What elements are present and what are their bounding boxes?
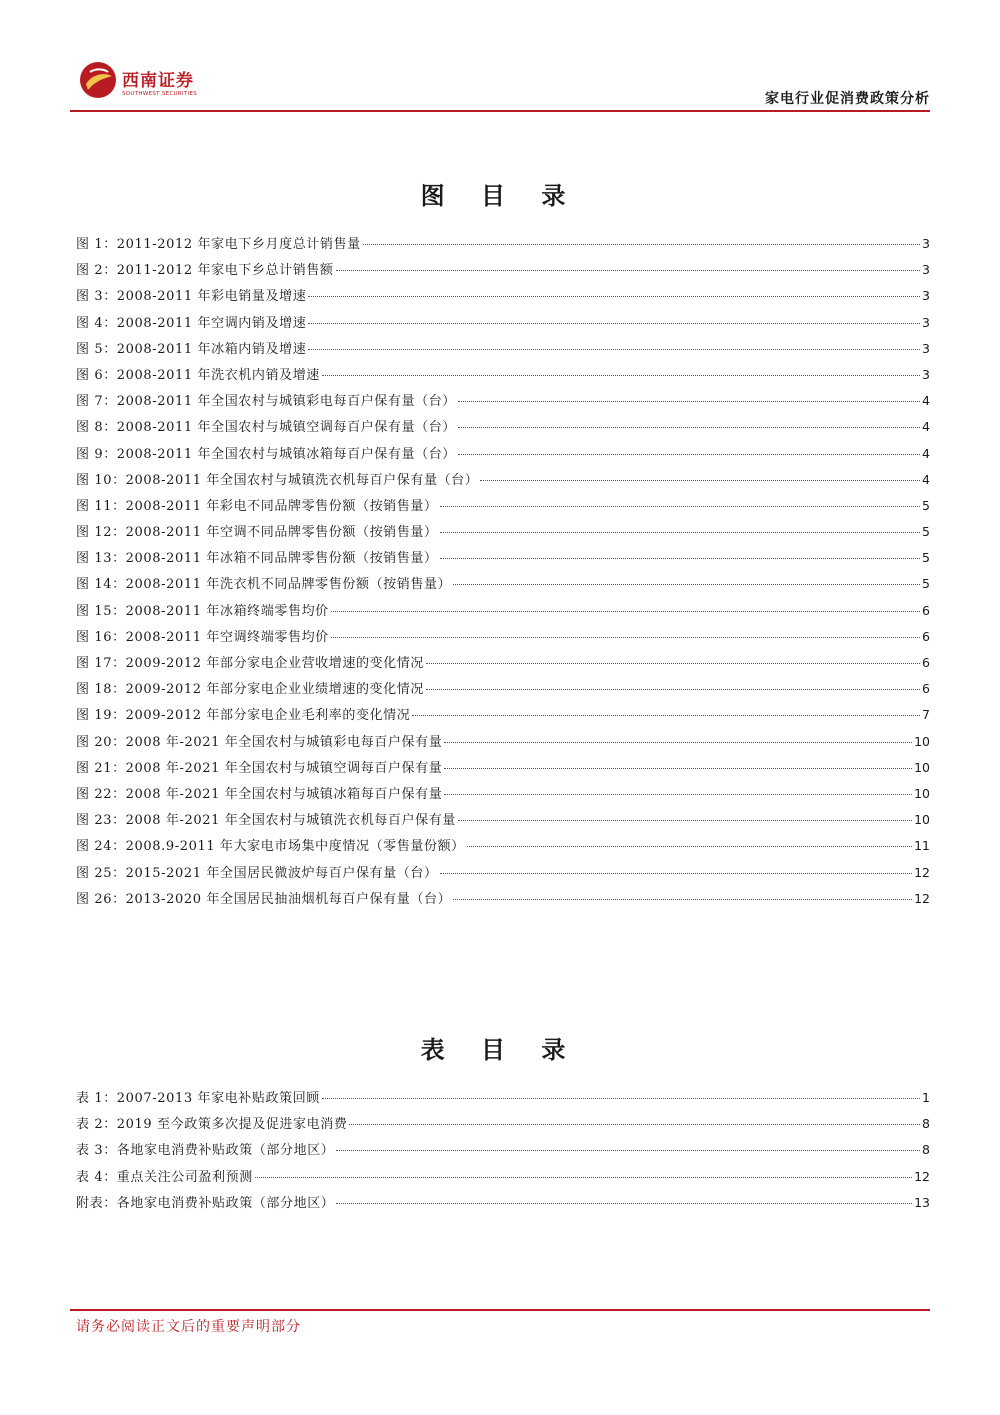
- header-divider: [70, 110, 930, 112]
- table-entry[interactable]: [76, 1166, 930, 1192]
- figure-entry-page-number: 6: [922, 628, 930, 644]
- figure-entry-page-number: 3: [922, 236, 930, 251]
- figure-entry[interactable]: [76, 259, 930, 285]
- table-entry-page-number: 12: [914, 1168, 930, 1184]
- table-entry-label: 表 1：2007-2013 年家电补贴政策回顾: [76, 1091, 320, 1106]
- leader-dots: [322, 375, 920, 376]
- figure-entry[interactable]: [76, 390, 930, 416]
- figure-entry-page-number: 11: [914, 838, 930, 854]
- figure-entry-label: 图 17：2009-2012 年部分家电企业营收增速的变化情况: [76, 656, 424, 671]
- table-entry-label: 表 4：重点关注公司盈利预测: [76, 1169, 253, 1185]
- leader-dots: [426, 689, 920, 690]
- table-entry-page-number: 1: [922, 1090, 930, 1105]
- figure-entry[interactable]: [76, 521, 930, 547]
- figure-entry[interactable]: [76, 626, 930, 652]
- figure-entry-page-number: 3: [922, 340, 930, 356]
- figure-entry-page-number: 5: [922, 497, 930, 513]
- leader-dots: [444, 794, 912, 795]
- figure-entry[interactable]: [76, 495, 930, 521]
- figure-entry-label: 图 14：2008-2011 年洗衣机不同品牌零售份额（按销售量）: [76, 577, 452, 593]
- table-entry-label: 表 3：各地家电消费补贴政策（部分地区）: [76, 1143, 335, 1159]
- leader-dots: [458, 401, 920, 402]
- figure-entry-page-number: 10: [914, 812, 930, 828]
- figure-entry-label: 图 2：2011-2012 年家电下乡总计销售额: [76, 263, 334, 279]
- figure-index-list: [76, 233, 930, 914]
- figure-entry[interactable]: [76, 835, 930, 861]
- figure-index-title: 图 目 录: [420, 181, 580, 210]
- logo-emblem-icon: [78, 60, 118, 100]
- leader-dots: [440, 506, 920, 507]
- figure-entry[interactable]: [76, 416, 930, 442]
- table-index-title: 表 目 录: [420, 1035, 580, 1064]
- table-entry-label: 表 2：2019 至今政策多次提及促进家电消费: [76, 1117, 348, 1133]
- figure-entry-label: 图 26：2013-2020 年全国居民抽油烟机每百户保有量（台）: [76, 891, 452, 907]
- figure-entry-page-number: 4: [922, 393, 930, 409]
- leader-dots: [336, 1150, 920, 1151]
- figure-entry-page-number: 4: [922, 471, 930, 487]
- leader-dots: [322, 1098, 920, 1099]
- figure-entry-page-number: 7: [922, 707, 930, 723]
- footer-divider: [70, 1309, 930, 1311]
- leader-dots: [331, 611, 920, 612]
- figure-entry-page-number: 12: [914, 890, 930, 906]
- figure-entry-label: 图 23：2008 年-2021 年全国农村与城镇洗衣机每百户保有量: [76, 813, 456, 829]
- leader-dots: [458, 454, 920, 455]
- company-logo: [78, 60, 238, 104]
- figure-entry-label: 图 15：2008-2011 年冰箱终端零售均价: [76, 603, 329, 619]
- figure-entry-label: 图 19：2009-2012 年部分家电企业毛利率的变化情况: [76, 708, 411, 724]
- figure-entry-page-number: 6: [922, 602, 930, 618]
- figure-entry[interactable]: [76, 783, 930, 809]
- figure-entry-page-number: 4: [922, 445, 930, 461]
- figure-entry-label: 图 4：2008-2011 年空调内销及增速: [76, 315, 307, 331]
- leader-dots: [349, 1124, 920, 1125]
- figure-entry-label: 图 6：2008-2011 年洗衣机内销及增速: [76, 367, 320, 383]
- leader-dots: [480, 480, 920, 481]
- leader-dots: [255, 1177, 912, 1178]
- figure-entry-page-number: 5: [922, 524, 930, 540]
- figure-entry-page-number: 3: [922, 262, 930, 278]
- table-index-list: [76, 1087, 930, 1218]
- figure-entry[interactable]: [76, 285, 930, 311]
- leader-dots: [458, 820, 912, 821]
- leader-dots: [308, 323, 920, 324]
- figure-entry-page-number: 10: [914, 759, 930, 775]
- table-entry-page-number: 8: [922, 1142, 930, 1158]
- leader-dots: [440, 558, 920, 559]
- leader-dots: [440, 873, 913, 874]
- figure-entry-page-number: 3: [922, 366, 930, 382]
- figure-entry-label: 图 22：2008 年-2021 年全国农村与城镇冰箱每百户保有量: [76, 786, 443, 802]
- leader-dots: [426, 663, 920, 664]
- table-entry[interactable]: [76, 1192, 930, 1218]
- figure-entry-label: 图 21：2008 年-2021 年全国农村与城镇空调每百户保有量: [76, 760, 443, 776]
- figure-entry[interactable]: [76, 443, 930, 469]
- figure-entry-label: 图 7：2008-2011 年全国农村与城镇彩电每百户保有量（台）: [76, 394, 456, 410]
- figure-entry[interactable]: [76, 888, 930, 914]
- figure-entry-label: 图 16：2008-2011 年空调终端零售均价: [76, 629, 329, 645]
- figure-entry-label: 图 12：2008-2011 年空调不同品牌零售份额（按销售量）: [76, 525, 438, 541]
- figure-entry-page-number: 6: [922, 655, 930, 670]
- figure-entry-page-number: 3: [922, 314, 930, 330]
- figure-entry[interactable]: [76, 652, 930, 678]
- figure-entry-page-number: 6: [922, 681, 930, 697]
- footer-disclaimer: 请务必阅读正文后的重要声明部分: [76, 1319, 301, 1335]
- leader-dots: [363, 244, 920, 245]
- leader-dots: [308, 349, 920, 350]
- figure-entry-label: 图 24：2008.9-2011 年大家电市场集中度情况（零售量份额）: [76, 839, 465, 855]
- figure-entry-label: 图 11：2008-2011 年彩电不同品牌零售份额（按销售量）: [76, 498, 438, 514]
- figure-entry-label: 图 1：2011-2012 年家电下乡月度总计销售量: [76, 237, 361, 252]
- report-title: 家电行业促消费政策分析: [765, 91, 930, 107]
- leader-dots: [336, 270, 921, 271]
- figure-entry-page-number: 5: [922, 550, 930, 566]
- figure-entry[interactable]: [76, 757, 930, 783]
- leader-dots: [331, 637, 920, 638]
- figure-entry-label: 图 25：2015-2021 年全国居民微波炉每百户保有量（台）: [76, 865, 438, 881]
- figure-entry-label: 图 9：2008-2011 年全国农村与城镇冰箱每百户保有量（台）: [76, 446, 456, 462]
- figure-entry[interactable]: [76, 862, 930, 888]
- figure-entry[interactable]: [76, 600, 930, 626]
- figure-entry-page-number: 5: [922, 576, 930, 592]
- figure-entry[interactable]: [76, 312, 930, 338]
- figure-entry-label: 图 5：2008-2011 年冰箱内销及增速: [76, 341, 307, 357]
- leader-dots: [444, 742, 912, 743]
- leader-dots: [440, 532, 920, 533]
- leader-dots: [412, 715, 920, 716]
- figure-entry-page-number: 10: [914, 785, 930, 801]
- figure-entry[interactable]: [76, 809, 930, 835]
- leader-dots: [458, 427, 920, 428]
- figure-entry-label: 图 13：2008-2011 年冰箱不同品牌零售份额（按销售量）: [76, 551, 438, 567]
- table-entry[interactable]: [76, 1087, 930, 1113]
- figure-entry[interactable]: [76, 731, 930, 757]
- leader-dots: [467, 846, 912, 847]
- table-entry-label: 附表：各地家电消费补贴政策（部分地区）: [76, 1195, 335, 1211]
- figure-entry[interactable]: [76, 573, 930, 599]
- figure-entry[interactable]: [76, 704, 930, 730]
- figure-entry-page-number: 4: [922, 419, 930, 435]
- figure-entry-page-number: 3: [922, 288, 930, 304]
- table-entry[interactable]: [76, 1113, 930, 1139]
- leader-dots: [444, 768, 912, 769]
- table-entry[interactable]: [76, 1139, 930, 1165]
- figure-entry-label: 图 20：2008 年-2021 年全国农村与城镇彩电每百户保有量: [76, 734, 443, 750]
- table-entry-page-number: 8: [922, 1116, 930, 1132]
- figure-entry[interactable]: [76, 233, 930, 259]
- figure-entry-label: 图 18：2009-2012 年部分家电企业业绩增速的变化情况: [76, 682, 424, 698]
- figure-entry[interactable]: [76, 364, 930, 390]
- leader-dots: [453, 584, 920, 585]
- table-entry-page-number: 13: [914, 1194, 930, 1210]
- figure-entry-page-number: 10: [914, 733, 930, 749]
- page-header: [70, 58, 930, 110]
- figure-entry-label: 图 8：2008-2011 年全国农村与城镇空调每百户保有量（台）: [76, 420, 456, 436]
- leader-dots: [308, 296, 920, 297]
- logo-chinese-name: 西南证券: [122, 71, 194, 91]
- figure-entry[interactable]: [76, 547, 930, 573]
- figure-entry[interactable]: [76, 469, 930, 495]
- leader-dots: [336, 1203, 912, 1204]
- leader-dots: [453, 899, 912, 900]
- logo-english-name: SOUTHWEST SECURITIES: [122, 91, 198, 97]
- figure-entry-label: 图 10：2008-2011 年全国农村与城镇洗衣机每百户保有量（台）: [76, 472, 479, 488]
- figure-entry-label: 图 3：2008-2011 年彩电销量及增速: [76, 289, 307, 305]
- figure-entry-page-number: 12: [914, 864, 930, 880]
- figure-entry[interactable]: [76, 338, 930, 364]
- figure-entry[interactable]: [76, 678, 930, 704]
